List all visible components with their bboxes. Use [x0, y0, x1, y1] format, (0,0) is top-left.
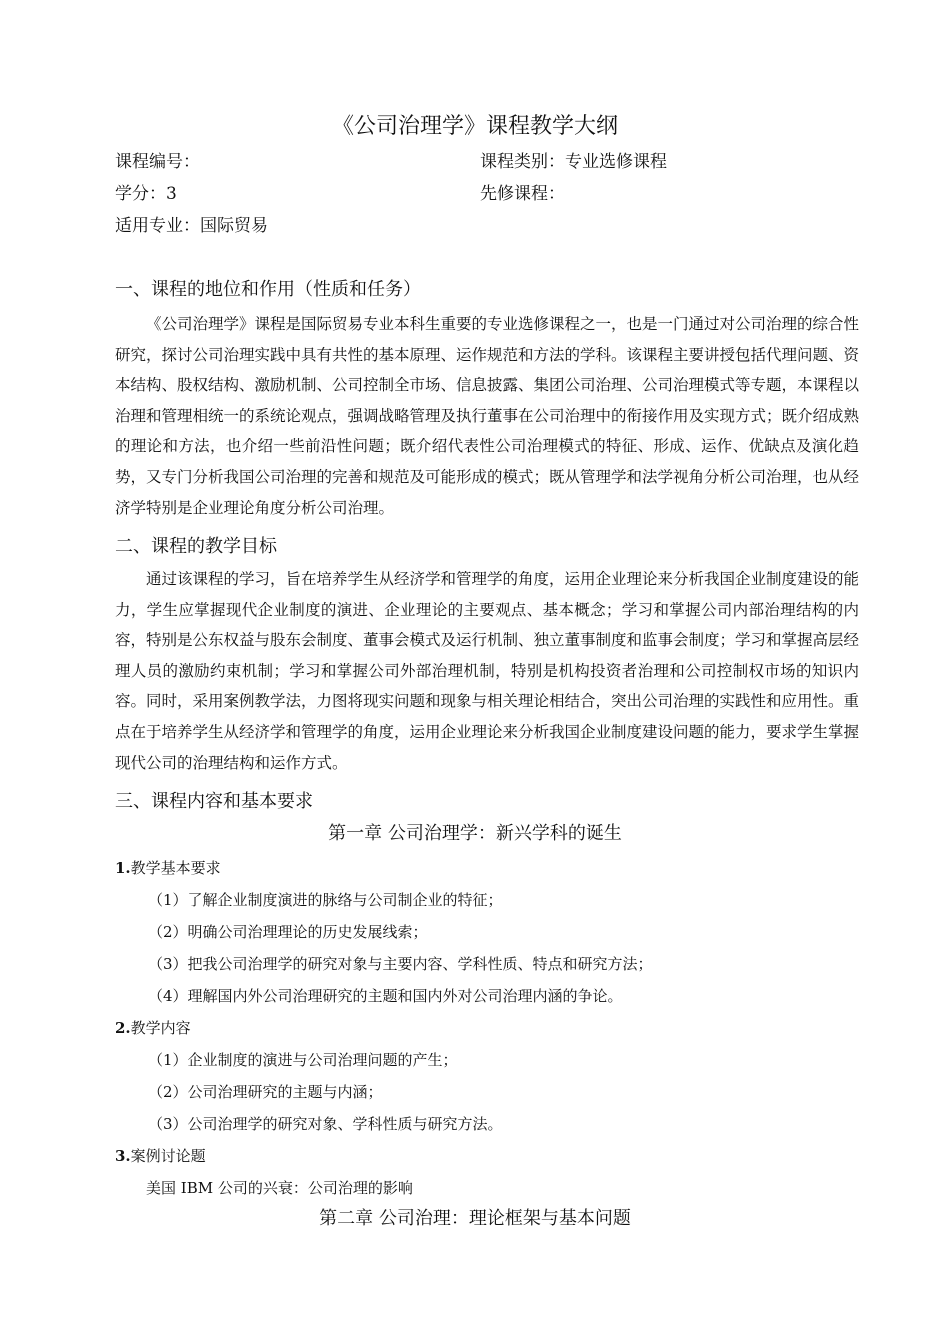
- subheading-label: 案例讨论题: [130, 1147, 206, 1165]
- requirement-item: （4）理解国内外公司治理研究的主题和国内外对公司治理内涵的争论。: [148, 987, 623, 1005]
- course-major: 适用专业：国际贸易: [115, 216, 268, 236]
- content-item: （2）公司治理研究的主题与内涵；: [148, 1083, 383, 1101]
- subheading-case-discussion: [115, 1145, 206, 1167]
- course-prerequisites: 先修课程：: [480, 184, 565, 204]
- chapter-1-title: 第一章 公司治理学：新兴学科的诞生: [328, 823, 622, 844]
- section-paragraph-1: 《公司治理学》课程是国际贸易专业本科生重要的专业选修课程之一，也是一门通过对公司治理的综合性研究，探讨公司治理实践中具有共性的基本原理、运作规范和方法的学科。该课程主要讲授包括代理问题、资本结构、股权结构、激励机制、公司控制全市场、信息披露、集团公司治理、公司治理模式等专题，本课程以治理和管理相统一的系统论观点，强调战略管理及执行董事在公司治理中的衔接作用及实现方式；既介绍成熟的理论和方法，也介绍一些前沿性问题；既介绍代表性公司治理模式的特征、形成、运作、优缺点及演化趋势，又专门分析我国公司治理的完善和规范及可能形成的模式；既从管理学和法学视角分析公司治理，也从经济学特别是企业理论角度分析公司治理。: [115, 315, 860, 517]
- content-item: （1）企业制度的演进与公司治理问题的产生；: [148, 1051, 458, 1069]
- requirement-item: （1）了解企业制度演进的脉络与公司制企业的特征；: [148, 891, 503, 909]
- subheading-teaching-content: [115, 1017, 191, 1039]
- section-heading-3: 三、课程内容和基本要求: [115, 791, 313, 812]
- section-heading-2: 二、课程的教学目标: [115, 536, 277, 557]
- section-heading-1: 一、课程的地位和作用（性质和任务）: [115, 279, 421, 300]
- subheading-label: 教学内容: [130, 1019, 191, 1037]
- subheading-label: 教学基本要求: [130, 859, 221, 877]
- case-discussion-text: 美国 IBM 公司的兴衰：公司治理的影响: [146, 1179, 413, 1197]
- subheading-teaching-requirements: [115, 857, 221, 879]
- course-type: 课程类别：专业选修课程: [480, 152, 667, 172]
- subheading-number: 2.: [115, 1019, 131, 1037]
- subheading-number: 1.: [115, 859, 131, 877]
- requirement-item: （2）明确公司治理理论的历史发展线索；: [148, 923, 428, 941]
- content-item: （3）公司治理学的研究对象、学科性质与研究方法。: [148, 1115, 503, 1133]
- chapter-2-title: 第二章 公司治理：理论框架与基本问题: [319, 1208, 631, 1229]
- document-title: 《公司治理学》课程教学大纲: [331, 114, 618, 139]
- requirement-item: （3）把我公司治理学的研究对象与主要内容、学科性质、特点和研究方法；: [148, 955, 653, 973]
- course-code: 课程编号：: [115, 152, 200, 172]
- course-credits: 学分：3: [115, 184, 177, 204]
- section-paragraph-2: 通过该课程的学习，旨在培养学生从经济学和管理学的角度，运用企业理论来分析我国企业制度建设的能力，学生应掌握现代企业制度的演进、企业理论的主要观点、基本概念；学习和掌握公司内部治理结构的内容，特别是公东权益与股东会制度、董事会模式及运行机制、独立董事制度和监事会制度；学习和掌握高层经理人员的激励约束机制；学习和掌握公司外部治理机制，特别是机构投资者治理和公司控制权市场的知识内容。同时，采用案例教学法，力图将现实问题和现象与相关理论相结合，突出公司治理的实践性和应用性。重点在于培养学生从经济学和管理学的角度，运用企业理论来分析我国企业制度建设问题的能力，要求学生掌握现代公司的治理结构和运作方式。: [115, 570, 860, 772]
- subheading-number: 3.: [115, 1147, 131, 1165]
